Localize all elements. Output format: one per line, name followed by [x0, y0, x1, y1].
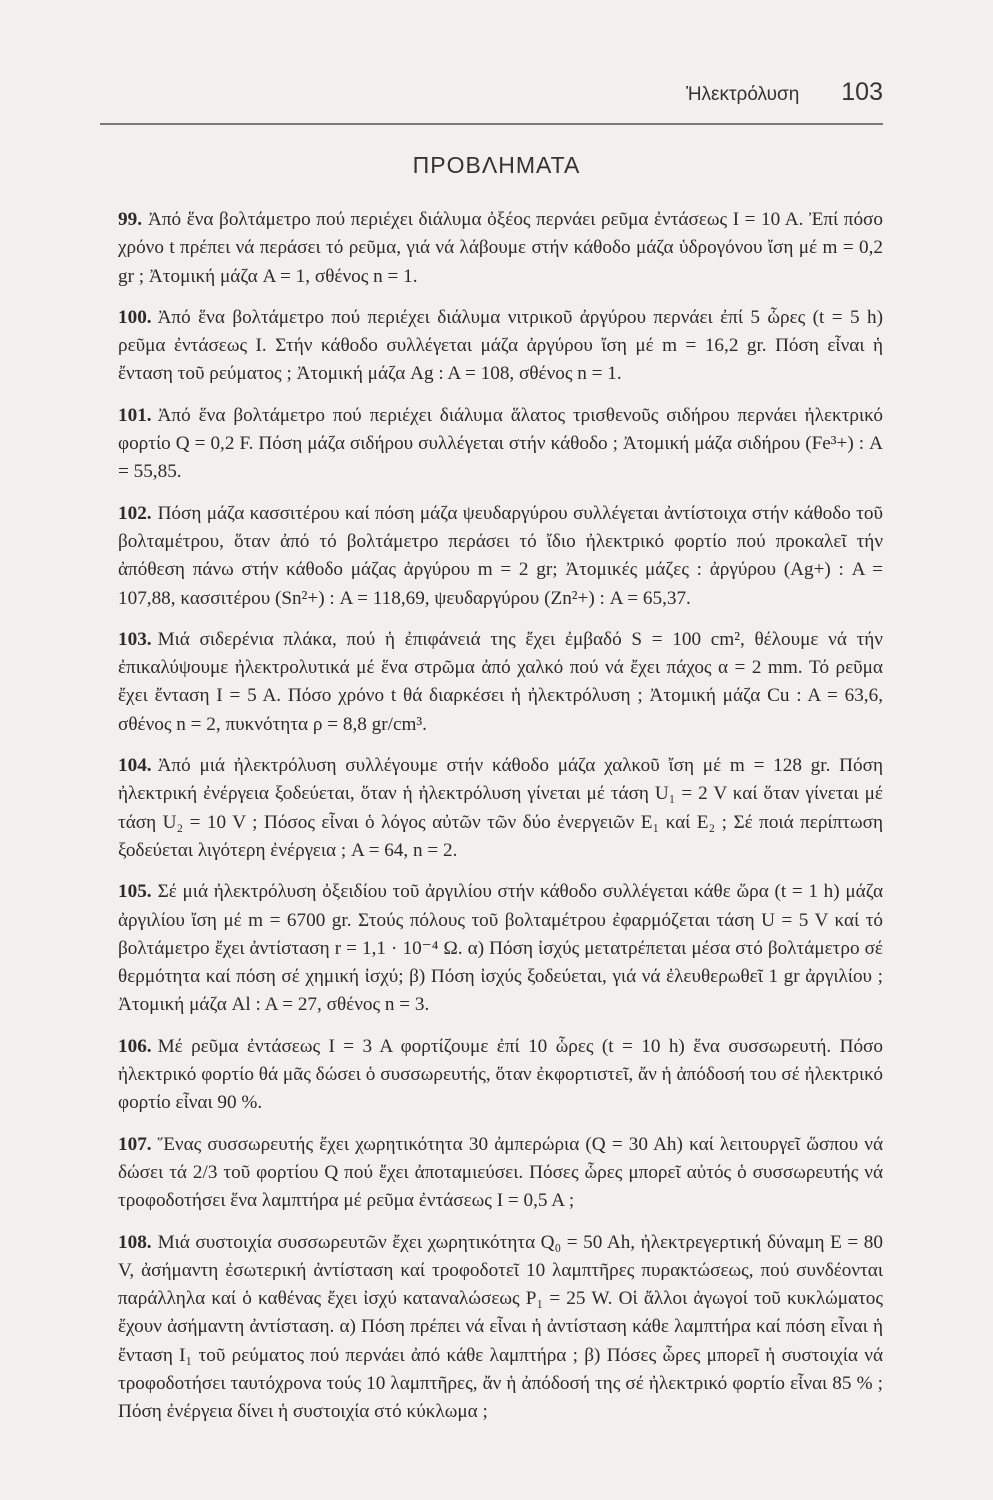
- section-title: ΠΡΟΒΛΗΜΑΤΑ: [412, 152, 581, 178]
- problem-107: [100, 1131, 883, 1216]
- problem-number: 105.: [118, 881, 152, 903]
- problem-text: Ἀπό ἕνα βολτάμετρο πού περιέχει διάλυμα νιτρικοῦ ἀργύρου περνάει ἐπί 5 ὧρες (t = 5 h) ρεῦμα ἐντάσεως I. Στήν κάθοδο συλλέγεται μάζα ἀργύρου ἴση μέ m = 16,2 gr. Πόση εἶναι ἡ ἔνταση τοῦ ρεύματος ; Ἀτομική μάζα Ag : A = 108, σθένος n = 1.: [118, 306, 883, 385]
- problem-number: 107.: [118, 1133, 152, 1155]
- problem-102: [100, 500, 883, 613]
- problem-text: Ἕνας συσσωρευτής ἔχει χωρητικότητα 30 ἀμπερώρια (Q = 30 Ah) καί λειτουργεῖ ὥσπου νά δώσει τά 2/3 τοῦ φορτίου Q πού ἔχει ἀποταμιεύσει. Πόσες ὧρες μπορεῖ αὐτός ὁ συσσωρευτής νά τροφοδοτήσει ἕνα λαμπτήρα μέ ρεῦμα ἐντάσεως I = 0,5 A ;: [118, 1133, 883, 1212]
- problem-104: [100, 752, 883, 865]
- problem-105: [100, 878, 883, 1019]
- problem-text: Πόση μάζα κασσιτέρου καί πόση μάζα ψευδαργύρου συλλέγεται ἀντίστοιχα στήν κάθοδο τοῦ βολταμέτρου, ὅταν ἀπό τό βολτάμετρο περάσει τό ἴδιο ἠλεκτρικό φορτίο πού προκαλεῖ τήν ἀπόθεση πάνω στήν κάθοδο μάζας ἀργύρου m = 2 gr; Ἀτομικές μάζες : ἀργύρου (Ag+) : A = 107,88, κασσιτέρου (Sn²+) : A = 118,69, ψευδαργύρου (Zn²+) : A = 65,37.: [118, 502, 883, 609]
- problem-number: 103.: [118, 628, 152, 650]
- problem-100: [100, 304, 883, 389]
- problem-number: 106.: [118, 1035, 152, 1057]
- problem-number: 99.: [118, 209, 142, 230]
- problem-text: Μιά συστοιχία συσσωρευτῶν ἔχει χωρητικότητα Q₀ = 50 Ah, ἠλεκτρεγερτική δύναμη E = 80 V, ἀσήμαντη ἐσωτερική ἀντίσταση καί τροφοδοτεῖ 10 λαμπτῆρες πυρακτώσεως, πού συνδέονται παράλληλα καί ὁ καθένας ἔχει ἰσχύ καταναλώσεως P₁ = 25 W. Οἱ ἄλλοι ἀγωγοί τοῦ κυκλώματος ἔχουν ἀσήμαντη ἀντίσταση. α) Πόση πρέπει νά εἶναι ἡ ἀντίσταση κάθε λαμπτήρα καί πόση εἶναι ἡ ἔνταση I₁ τοῦ ρεύματος πού περνάει ἀπό κάθε λαμπτήρα ; β) Πόσες ὧρες μπορεῖ ἡ συστοιχία νά τροφοδοτήσει ταυτόχρονα τούς 10 λαμπτῆρες, ἄν ἡ ἀπόδοσή της σέ ἠλεκτρικό φορτίο εἶναι 85 % ; Πόση ἐνέργεια δίνει ἡ συστοιχία στό κύκλωμα ;: [118, 1231, 883, 1423]
- problem-number: 100.: [118, 306, 152, 328]
- problem-list: [100, 206, 883, 1440]
- problem-number: 102.: [118, 502, 152, 524]
- problem-text: Ἀπό ἕνα βολτάμετρο πού περιέχει διάλυμα ὀξέος περνάει ρεῦμα ἐντάσεως I = 10 A. Ἐπί πόσο χρόνο t πρέπει νά περάσει τό ρεῦμα, γιά νά λάβουμε στήν κάθοδο μάζα ὑδρογόνου ἴση μέ m = 0,2 gr ; Ἀτομική μάζα A = 1, σθένος n = 1.: [118, 209, 883, 287]
- running-header: [88, 78, 883, 107]
- problem-101: [100, 402, 883, 487]
- problem-number: 104.: [118, 755, 152, 777]
- problem-99: [100, 206, 883, 291]
- problem-106: [100, 1033, 883, 1118]
- problem-103: [100, 626, 883, 739]
- problem-text: Μέ ρεῦμα ἐντάσεως I = 3 A φορτίζουμε ἐπί 10 ὧρες (t = 10 h) ἕνα συσσωρευτή. Πόσο ἠλεκτρικό φορτίο θά μᾶς δώσει ὁ συσσωρευτής, ὅταν ἐκφορτιστεῖ, ἄν ἡ ἀπόδοσή του σέ ἠλεκτρικό φορτίο εἶναι 90 %.: [118, 1035, 883, 1114]
- page-number: 103: [841, 78, 883, 106]
- problem-number: 108.: [118, 1231, 152, 1253]
- problem-text: Ἀπό ἕνα βολτάμετρο πού περιέχει διάλυμα ἅλατος τρισθενοῦς σιδήρου περνάει ἠλεκτρικό φορτίο Q = 0,2 F. Πόση μάζα σιδήρου συλλέγεται στήν κάθοδο ; Ἀτομική μάζα σιδήρου (Fe³+) : A = 55,85.: [118, 404, 883, 483]
- problem-text: Μιά σιδερένια πλάκα, πού ἡ ἐπιφάνειά της ἔχει ἐμβαδό S = 100 cm², θέλουμε νά τήν ἐπικαλύψουμε ἠλεκτρολυτικά μέ ἕνα στρῶμα ἀπό χαλκό πού νά ἔχει πάχος α = 2 mm. Τό ρεῦμα ἔχει ἔνταση I = 5 A. Πόσο χρόνο t θά διαρκέσει ἡ ἠλεκτρόλυση ; Ἀτομική μάζα Cu : A = 63,6, σθένος n = 2, πυκνότητα ρ = 8,8 gr/cm³.: [118, 628, 883, 735]
- problem-number: 101.: [118, 404, 152, 426]
- header-rule: [100, 123, 883, 125]
- problem-text: Ἀπό μιά ἠλεκτρόλυση συλλέγουμε στήν κάθοδο μάζα χαλκοῦ ἴση μέ m = 128 gr. Πόση ἠλεκτρική ἐνέργεια ξοδεύεται, ὅταν ἡ ἠλεκτρόλυση γίνεται μέ τάση U₁ = 2 V καί ὅταν γίνεται μέ τάση U₂ = 10 V ; Πόσος εἶναι ὁ λόγος αὐτῶν τῶν δύο ἐνεργειῶν E₁ καί E₂ ; Σέ ποιά περίπτωση ξοδεύεται λιγότερη ἐνέργεια ; A = 64, n = 2.: [118, 755, 883, 861]
- problem-text: Σέ μιά ἠλεκτρόλυση ὀξειδίου τοῦ ἀργιλίου στήν κάθοδο συλλέγεται κάθε ὥρα (t = 1 h) μάζα ἀργιλίου ἴση μέ m = 6700 gr. Στούς πόλους τοῦ βολταμέτρου ἐφαρμόζεται τάση U = 5 V καί τό βολτάμετρο ἔχει ἀντίσταση r = 1,1 · 10⁻⁴ Ω. α) Πόση ἰσχύς μετατρέπεται μέσα στό βολτάμετρο σέ θερμότητα καί πόση σέ χημική ἰσχύ; β) Πόση ἰσχύς ξοδεύεται, γιά νά ἐλευθερωθεῖ 1 gr ἀργιλίου ; Ἀτομική μάζα Al : A = 27, σθένος n = 3.: [118, 881, 883, 1016]
- chapter-title: Ἠλεκτρόλυση: [685, 84, 800, 105]
- problem-108: [100, 1229, 883, 1427]
